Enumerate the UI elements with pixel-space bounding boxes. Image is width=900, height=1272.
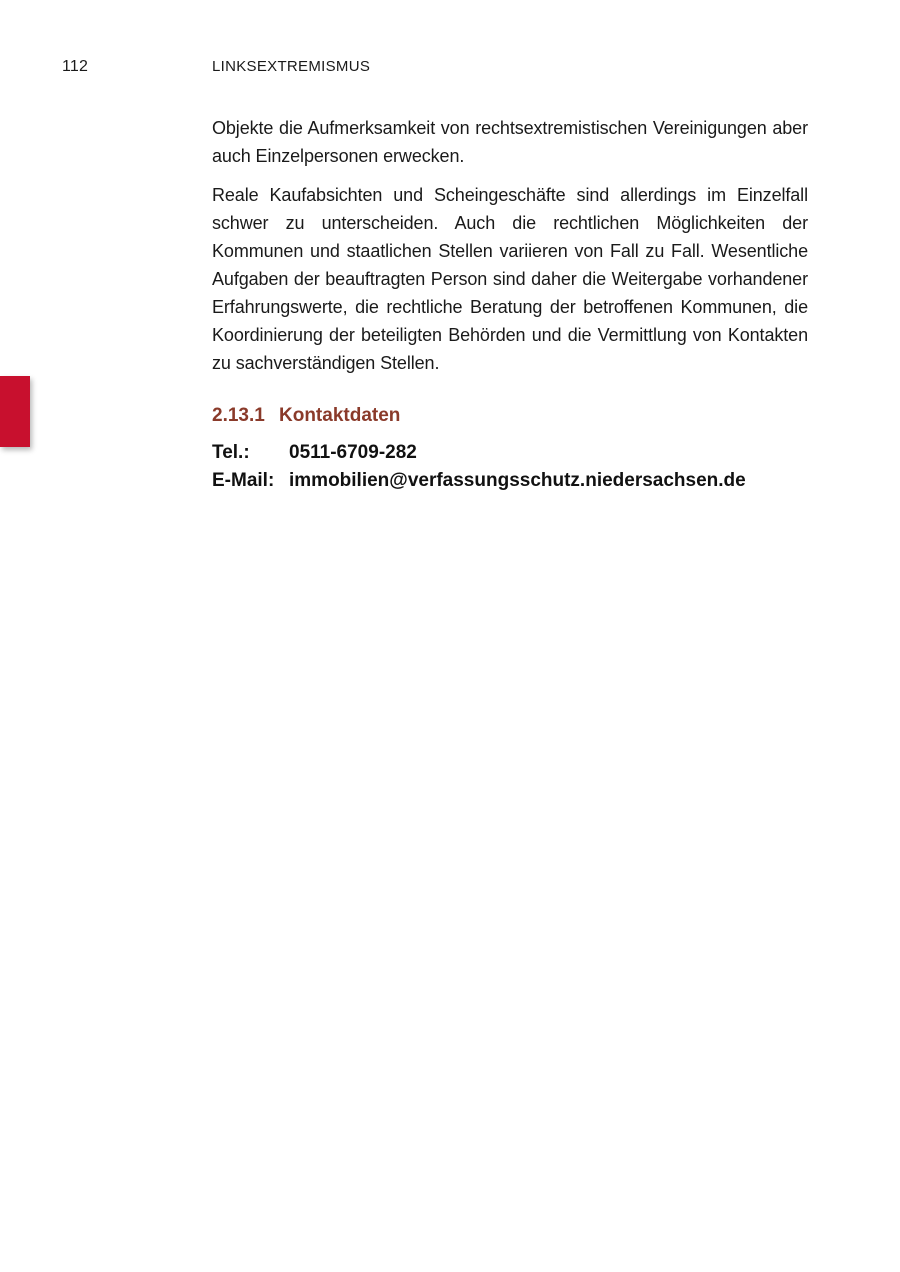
page-number: 112 [62, 58, 89, 75]
main-content [212, 114, 808, 495]
chapter-tab-marker [0, 376, 30, 447]
email-value: immobilien@verfassungsschutz.niedersachsen.de [289, 470, 746, 491]
section-number: 2.13.1 [212, 405, 265, 426]
section-heading [212, 401, 808, 431]
email-label: E-Mail: [212, 470, 275, 491]
phone-value: 0511-6709-282 [289, 442, 417, 463]
phone-label: Tel.: [212, 442, 250, 463]
section-title: Kontaktdaten [279, 405, 401, 426]
body-paragraph: Objekte die Aufmerksamkeit von rechtsextremistischen Vereinigungen aber auch Einzelpersonen erwecken. [212, 118, 808, 166]
running-header: LINKSEXTREMISMUS [212, 58, 371, 75]
contact-phone-row [212, 439, 808, 467]
contact-email-row [212, 467, 808, 495]
body-paragraph: Reale Kaufabsichten und Scheingeschäfte sind allerdings im Einzelfall schwer zu unterscheiden. Auch die rechtlichen Möglichkeiten der Kommunen und staatlichen Stellen variieren von Fall zu Fall. Wesentliche Aufgaben der beauftragten Person sind daher die Weitergabe vorhandener Erfahrungswerte, die rechtliche Beratung der betroffenen Kommunen, die Koordinierung der beteiligten Behörden und die Vermittlung von Kontakten zu sachverständigen Stellen. [212, 185, 808, 373]
